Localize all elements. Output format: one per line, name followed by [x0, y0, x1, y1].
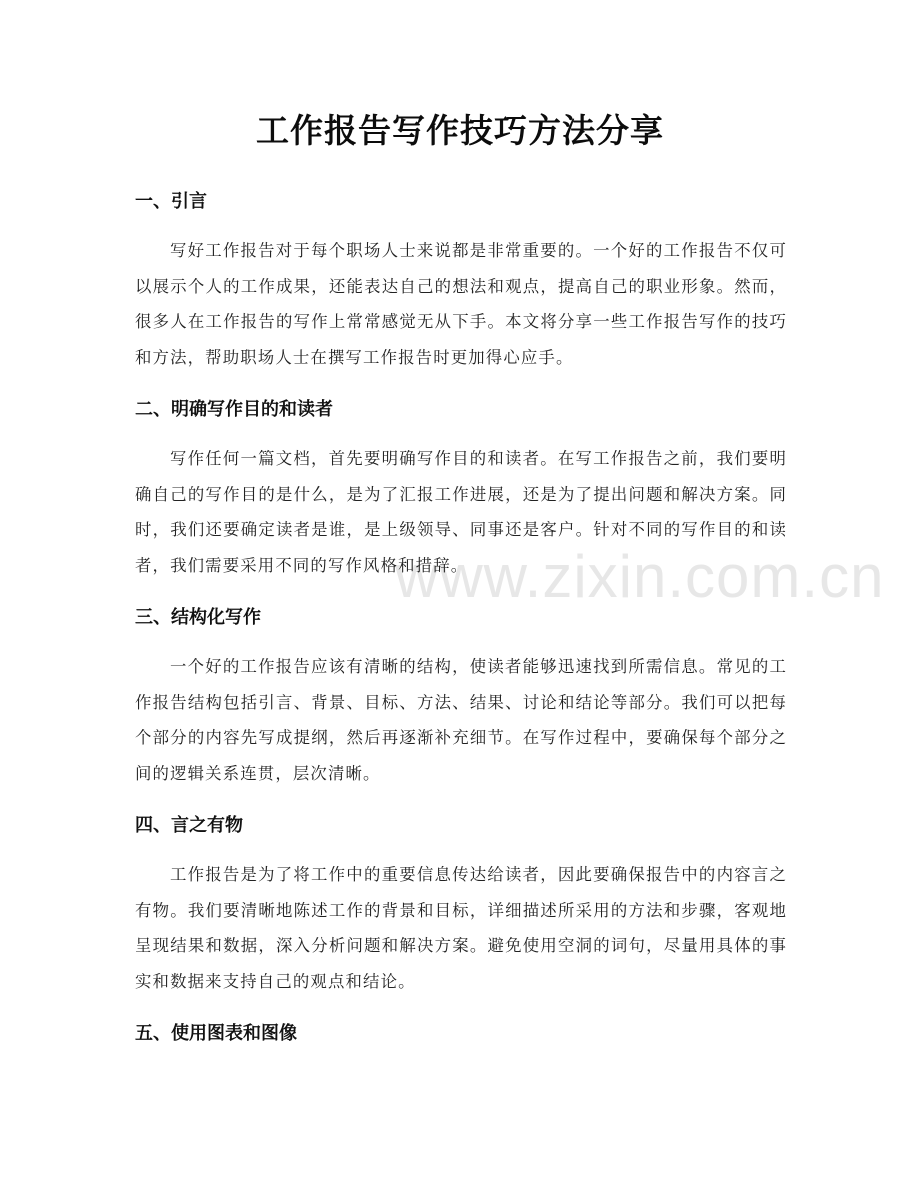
section-heading-charts-and-images: 五、使用图表和图像	[135, 1023, 297, 1044]
section-paragraph-purpose-and-readers: 写作任何一篇文档，首先要明确写作目的和读者。在写工作报告之前，我们要明确自己的写作目的是什么，是为了汇报工作进展，还是为了提出问题和解决方案。同时，我们还要确定读者是谁，是上级领导、同事还是客户。针对不同的写作目的和读者，我们需要采用不同的写作风格和措辞。	[135, 449, 787, 575]
watermark-text: www.zixin.com.cn	[395, 543, 885, 610]
section-heading-introduction: 一、引言	[135, 191, 207, 212]
section-paragraph-structured-writing: 一个好的工作报告应该有清晰的结构，使读者能够迅速找到所需信息。常见的工作报告结构包括引言、背景、目标、方法、结果、讨论和结论等部分。我们可以把每个部分的内容先写成提纲，然后再逐渐补充细节。在写作过程中，要确保每个部分之间的逻辑关系连贯，层次清晰。	[135, 657, 787, 783]
section-heading-substance: 四、言之有物	[135, 815, 243, 836]
section-heading-purpose-and-readers: 二、明确写作目的和读者	[135, 399, 333, 420]
document-title: 工作报告写作技巧方法分享	[256, 111, 664, 150]
section-paragraph-substance: 工作报告是为了将工作中的重要信息传达给读者，因此要确保报告中的内容言之有物。我们要清晰地陈述工作的背景和目标，详细描述所采用的方法和步骤，客观地呈现结果和数据，深入分析问题和解决方案。避免使用空洞的词句，尽量用具体的事实和数据来支持自己的观点和结论。	[135, 865, 787, 991]
section-paragraph-introduction: 写好工作报告对于每个职场人士来说都是非常重要的。一个好的工作报告不仅可以展示个人的工作成果，还能表达自己的想法和观点，提高自己的职业形象。然而，很多人在工作报告的写作上常常感觉无从下手。本文将分享一些工作报告写作的技巧和方法，帮助职场人士在撰写工作报告时更加得心应手。	[135, 241, 787, 367]
section-heading-structured-writing: 三、结构化写作	[135, 607, 261, 628]
